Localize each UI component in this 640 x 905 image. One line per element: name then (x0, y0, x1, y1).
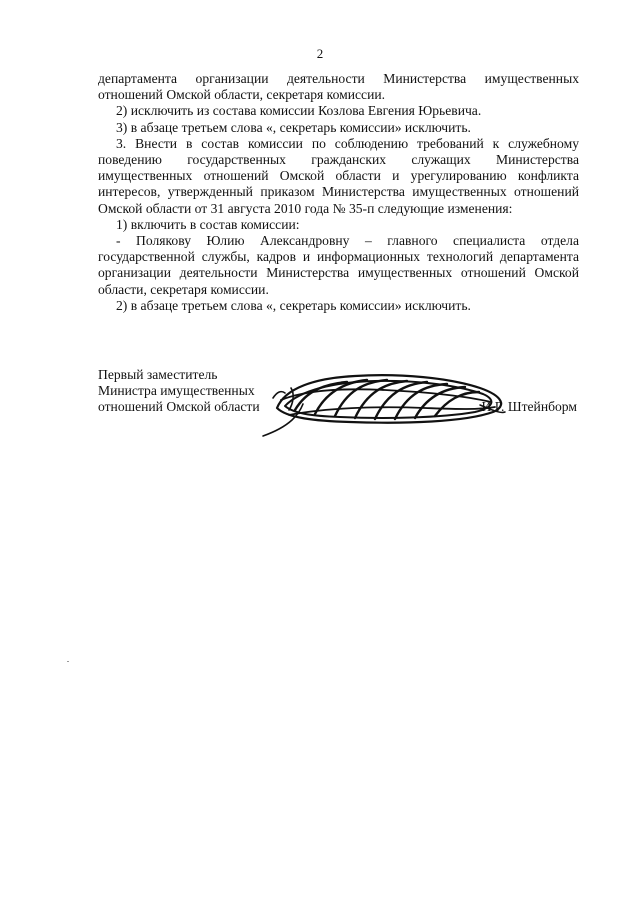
paragraph-1: департамента организации деятельности Министерства имущественных отношений Омской области, секретаря комиссии. (98, 71, 579, 103)
document-body (98, 71, 579, 314)
paragraph-7: 2) в абзаце третьем слова «, секретарь комиссии» исключить. (116, 297, 471, 313)
signature-block (98, 367, 579, 416)
signatory-name: И.Г. Штейнборм (481, 399, 577, 415)
page-number: 2 (316, 46, 324, 61)
paragraph-4: 3. Внести в состав комиссии по соблюдению требований к служебному поведению государственных гражданских служащих Министерства имущественных отношений Омской области и урегулированию конфликта интересов, утвержденный приказом Министерства имущественных отношений Омской области от 31 августа 2010 года № 35-п следующие изменения: (98, 135, 579, 216)
paragraph-3: 3) в абзаце третьем слова «, секретарь комиссии» исключить. (116, 119, 471, 135)
signatory-title-line-1: Первый заместитель (98, 367, 218, 382)
signatory-title-line-3: отношений Омской области (98, 399, 260, 415)
scan-speck (67, 661, 69, 662)
paragraph-6: - Полякову Юлию Александровну – главного специалиста отдела государственной службы, кадров и информационных технологий департамента организации деятельности Министерства имущественных отношений Омской области, секретаря комиссии. (98, 233, 579, 297)
signatory-title-line-2: Министра имущественных (98, 383, 255, 399)
paragraph-5: 1) включить в состав комиссии: (116, 216, 300, 232)
paragraph-2: 2) исключить из состава комиссии Козлова Евгения Юрьевича. (116, 103, 482, 119)
